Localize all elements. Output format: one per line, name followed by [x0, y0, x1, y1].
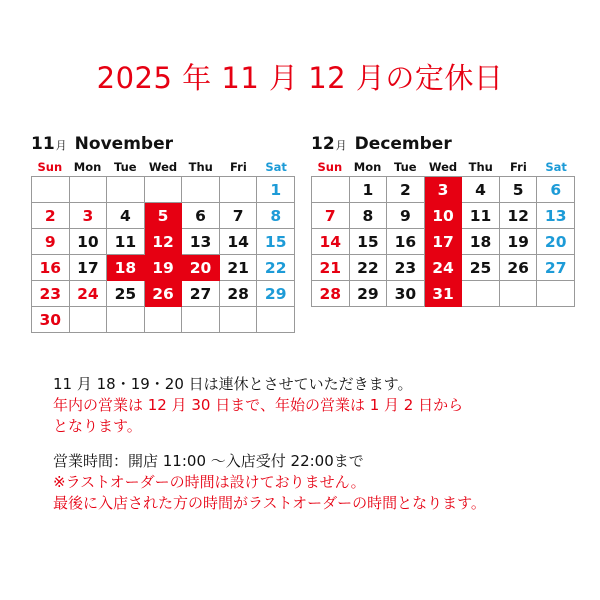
empty-date-cell [145, 307, 183, 333]
date-cell: 13 [182, 229, 220, 255]
date-cell: 16 [32, 255, 70, 281]
weekday-fri: Fri [230, 160, 247, 174]
holiday-date-cell: 12 [145, 229, 183, 255]
date-cell: 15 [257, 229, 295, 255]
date-cell: 27 [537, 255, 575, 281]
empty-date-cell [70, 177, 108, 203]
date-cell: 5 [500, 177, 538, 203]
date-cell: 14 [220, 229, 258, 255]
date-cell: 7 [312, 203, 350, 229]
empty-date-cell [107, 177, 145, 203]
date-cell: 23 [32, 281, 70, 307]
date-cell: 10 [70, 229, 108, 255]
empty-date-cell [220, 177, 258, 203]
empty-date-cell [220, 307, 258, 333]
empty-date-cell [462, 281, 500, 307]
weekday-sun: Sun [37, 160, 63, 174]
date-cell: 23 [387, 255, 425, 281]
weekday-wed: Wed [428, 160, 458, 174]
date-cell: 28 [220, 281, 258, 307]
holiday-date-cell: 10 [425, 203, 463, 229]
holiday-date-cell: 5 [145, 203, 183, 229]
weekday-thu: Thu [468, 160, 493, 174]
date-cell: 20 [537, 229, 575, 255]
date-cell: 17 [70, 255, 108, 281]
month-number: 11 [31, 134, 55, 154]
date-cell: 9 [32, 229, 70, 255]
date-cell: 2 [387, 177, 425, 203]
date-cell: 11 [462, 203, 500, 229]
holiday-date-cell: 26 [145, 281, 183, 307]
empty-date-cell [32, 177, 70, 203]
date-cell: 4 [462, 177, 500, 203]
yearend-note-line1: 年内の営業は 12 月 30 日まで、年始の営業は 1 月 2 日から [53, 396, 464, 414]
empty-date-cell [70, 307, 108, 333]
date-cell: 12 [500, 203, 538, 229]
date-cell: 19 [500, 229, 538, 255]
date-cell: 2 [32, 203, 70, 229]
date-cell: 14 [312, 229, 350, 255]
date-cell: 22 [257, 255, 295, 281]
date-cell: 7 [220, 203, 258, 229]
date-cell: 8 [257, 203, 295, 229]
date-cell: 25 [462, 255, 500, 281]
date-cell: 28 [312, 281, 350, 307]
month-unit: 月 [55, 139, 67, 152]
date-grid [31, 176, 295, 333]
empty-date-cell [182, 177, 220, 203]
weekday-wed: Wed [148, 160, 178, 174]
empty-date-cell [107, 307, 145, 333]
date-cell: 16 [387, 229, 425, 255]
month-name: December [354, 134, 452, 154]
weekday-sat: Sat [265, 160, 287, 174]
date-cell: 21 [312, 255, 350, 281]
empty-date-cell [145, 177, 183, 203]
business-hours: 営業時間：開店 11:00 ～入店受付 22:00まで [53, 452, 364, 470]
date-cell: 26 [500, 255, 538, 281]
date-cell: 3 [70, 203, 108, 229]
weekday-fri: Fri [510, 160, 527, 174]
empty-date-cell [537, 281, 575, 307]
page-title: 2025 年 11 月 12 月の定休日 [96, 61, 504, 95]
last-order-note-line2: 最後に入店された方の時間がラストオーダーの時間となります。 [53, 494, 486, 512]
date-cell: 30 [387, 281, 425, 307]
weekday-tue: Tue [393, 160, 417, 174]
empty-date-cell [312, 177, 350, 203]
weekday-row [311, 158, 575, 176]
empty-date-cell [257, 307, 295, 333]
date-cell: 15 [350, 229, 388, 255]
weekday-thu: Thu [188, 160, 213, 174]
month-name: November [74, 134, 173, 154]
date-cell: 27 [182, 281, 220, 307]
holiday-date-cell: 18 [107, 255, 145, 281]
date-cell: 4 [107, 203, 145, 229]
date-cell: 9 [387, 203, 425, 229]
date-cell: 25 [107, 281, 145, 307]
date-cell: 29 [257, 281, 295, 307]
calendar-november [31, 134, 295, 333]
date-cell: 6 [537, 177, 575, 203]
date-cell: 18 [462, 229, 500, 255]
consecutive-holiday-note: 11 月 18・19・20 日は連休とさせていただきます。 [53, 375, 413, 393]
empty-date-cell [182, 307, 220, 333]
holiday-date-cell: 3 [425, 177, 463, 203]
date-cell: 1 [350, 177, 388, 203]
month-number: 12 [311, 134, 335, 154]
calendar-header [31, 134, 295, 158]
holiday-date-cell: 19 [145, 255, 183, 281]
date-cell: 8 [350, 203, 388, 229]
holiday-date-cell: 20 [182, 255, 220, 281]
weekday-mon: Mon [353, 160, 382, 174]
holiday-date-cell: 17 [425, 229, 463, 255]
date-cell: 29 [350, 281, 388, 307]
weekday-sun: Sun [317, 160, 343, 174]
month-unit: 月 [335, 139, 347, 152]
calendar-december [311, 134, 575, 307]
holiday-date-cell: 31 [425, 281, 463, 307]
weekday-row [31, 158, 295, 176]
last-order-note-line1: ※ラストオーダーの時間は設けておりません。 [53, 473, 366, 491]
weekday-tue: Tue [113, 160, 137, 174]
date-cell: 22 [350, 255, 388, 281]
date-cell: 6 [182, 203, 220, 229]
date-cell: 21 [220, 255, 258, 281]
date-cell: 1 [257, 177, 295, 203]
date-grid [311, 176, 575, 307]
date-cell: 11 [107, 229, 145, 255]
date-cell: 24 [70, 281, 108, 307]
calendar-header [311, 134, 575, 158]
weekday-mon: Mon [73, 160, 102, 174]
date-cell: 13 [537, 203, 575, 229]
date-cell: 30 [32, 307, 70, 333]
empty-date-cell [500, 281, 538, 307]
weekday-sat: Sat [545, 160, 567, 174]
yearend-note-line2: となります。 [53, 417, 142, 435]
notes [53, 374, 583, 514]
holiday-date-cell: 24 [425, 255, 463, 281]
